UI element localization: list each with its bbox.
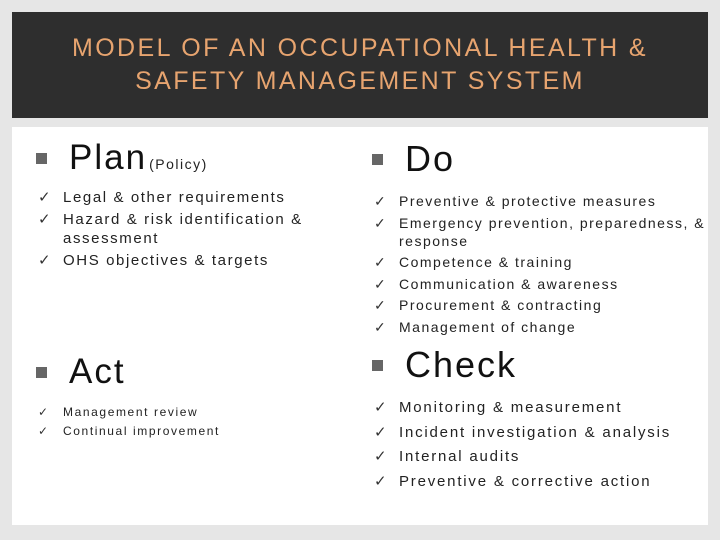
list-item-text: Management review xyxy=(63,405,199,419)
square-bullet-icon xyxy=(36,367,47,378)
list-item-text: Internal audits xyxy=(399,448,521,465)
slide-title-line-1: MODEL OF AN OCCUPATIONAL HEALTH & xyxy=(71,34,649,62)
list-item-text: Preventive & corrective action xyxy=(399,472,652,490)
list-item-text: Hazard & risk identification & assessment xyxy=(63,211,303,247)
check-list xyxy=(372,398,712,491)
check-title: Check xyxy=(405,344,518,385)
act-section xyxy=(36,352,346,442)
do-heading xyxy=(372,138,712,180)
list-item-text: Incident investigation & analysis xyxy=(399,423,672,441)
checkmark-icon: ✓ xyxy=(374,318,388,335)
list-item xyxy=(36,251,346,270)
list-item xyxy=(372,472,712,491)
list-item xyxy=(36,188,346,207)
list-item xyxy=(372,192,712,210)
list-item xyxy=(372,398,712,417)
checkmark-icon: ✓ xyxy=(374,254,388,270)
checkmark-icon: ✓ xyxy=(374,214,388,231)
act-heading xyxy=(36,352,346,392)
list-item xyxy=(372,253,712,271)
checkmark-icon: ✓ xyxy=(374,297,388,313)
checkmark-icon: ✓ xyxy=(38,405,50,419)
list-item-text: Emergency prevention, preparedness, & response xyxy=(399,214,706,249)
list-item-text: Communication & awareness xyxy=(399,275,619,292)
list-item-text: Management of change xyxy=(399,318,577,335)
checkmark-icon: ✓ xyxy=(374,472,389,490)
checkmark-icon: ✓ xyxy=(374,448,389,465)
slide-header xyxy=(12,12,708,118)
checkmark-icon: ✓ xyxy=(374,423,389,441)
list-item xyxy=(372,423,712,442)
list-item-text: Preventive & protective measures xyxy=(399,193,657,209)
list-item-text: Legal & other requirements xyxy=(63,189,286,206)
list-item-text: OHS objectives & targets xyxy=(63,252,269,269)
checkmark-icon: ✓ xyxy=(38,211,53,228)
list-item-text: Continual improvement xyxy=(63,424,220,438)
checkmark-icon: ✓ xyxy=(38,424,50,438)
list-item xyxy=(36,404,346,421)
checkmark-icon: ✓ xyxy=(38,189,53,206)
list-item xyxy=(36,423,346,440)
plan-title: Plan xyxy=(69,138,148,177)
act-title: Act xyxy=(69,352,126,391)
do-list xyxy=(372,192,712,336)
square-bullet-icon xyxy=(36,153,47,164)
checkmark-icon: ✓ xyxy=(374,275,388,292)
list-item xyxy=(372,214,712,250)
list-item xyxy=(36,210,346,248)
plan-list xyxy=(36,188,346,270)
list-item xyxy=(372,296,712,314)
square-bullet-icon xyxy=(372,360,383,371)
list-item xyxy=(372,318,712,336)
checkmark-icon: ✓ xyxy=(374,193,388,209)
checkmark-icon: ✓ xyxy=(374,399,389,416)
check-section xyxy=(372,344,712,496)
square-bullet-icon xyxy=(372,154,383,165)
plan-subtitle: (Policy) xyxy=(149,156,208,172)
list-item xyxy=(372,447,712,466)
plan-heading xyxy=(36,138,346,178)
list-item-text: Monitoring & measurement xyxy=(399,399,623,416)
list-item-text: Competence & training xyxy=(399,254,573,270)
do-title: Do xyxy=(405,138,456,179)
slide-title-line-2: SAFETY MANAGEMENT SYSTEM xyxy=(135,67,585,95)
checkmark-icon: ✓ xyxy=(38,252,53,269)
list-item xyxy=(372,275,712,293)
list-item-text: Procurement & contracting xyxy=(399,297,603,313)
plan-section xyxy=(36,138,346,273)
do-section xyxy=(372,138,712,339)
act-list xyxy=(36,404,346,440)
check-heading xyxy=(372,344,712,386)
